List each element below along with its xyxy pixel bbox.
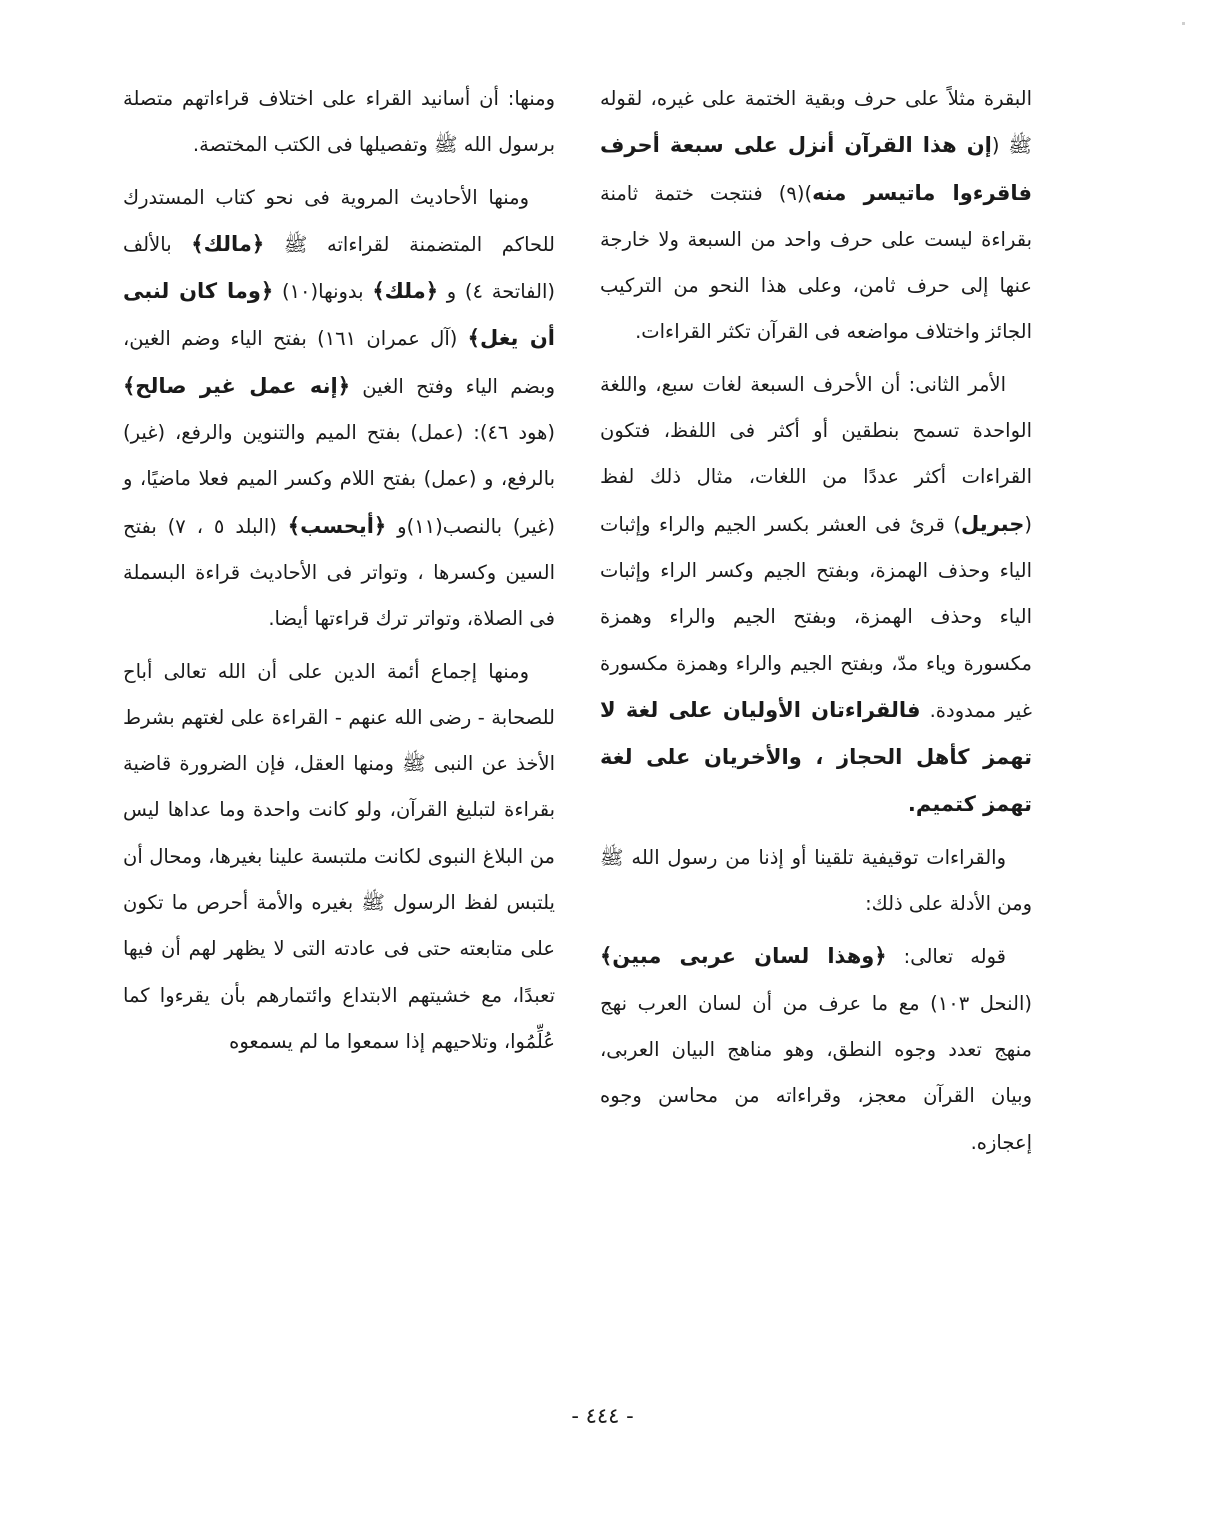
right-paragraph-3: والقراءات توقيفية تلقينا أو إذنا من رسول الله ﷺ ومن الأدلة على ذلك: (600, 845, 1032, 916)
right-column (600, 76, 1032, 1166)
right-paragraph-1: البقرة مثلاً على حرف وبقية الختمة على غيره، لقوله ﷺ (إن هذا القرآن أنزل على سبعة أحرف فاقرءوا ماتيسر منه)(٩) فنتجت ختمة ثامنة بقراءة ليست على حرف واحد من السبعة ولا خارجة عنها إلى حرف ثامن، وعلى هذا النحو من التركيب الجائز واختلاف مواضعه فى القرآن تكثر القراءات. (600, 87, 1032, 344)
quran-word-ayahsab: ﴿أيحسب﴾ (287, 513, 387, 538)
quran-verse: ﴿وهذا لسان عربى مبين﴾ (600, 944, 887, 969)
page-number: - ٤٤٤ - (571, 1404, 634, 1428)
left-column (123, 76, 555, 1065)
quran-word-malik: ﴿مالك﴾ (191, 231, 265, 256)
right-paragraph-4: قوله تعالى: ﴿وهذا لسان عربى مبين﴾ (النحل ١٠٣) مع ما عرف من أن لسان العرب نهج منهج تعدد وجوه النطق، وهو مناهج البيان العربى، وبيان القرآن معجز، وقراءاته من محاسن وجوه إعجازه. (600, 944, 1032, 1154)
hadith-quote: إن هذا القرآن أنزل على سبعة أحرف فاقرءوا ماتيسر منه (600, 133, 1032, 205)
left-paragraph-1: ومنها: أن أسانيد القراء على اختلاف قراءاتهم متصلة برسول الله ﷺ وتفصيلها فى الكتب المختصة. (123, 87, 555, 157)
left-paragraph-3: ومنها إجماع أئمة الدين على أن الله تعالى أباح للصحابة - رضى الله عنهم - القراءة على لغتهم بشرط الأخذ عن النبى ﷺ ومنها العقل، فإن الضرورة قاضية بقراءة لتبليغ القرآن، ولو كانت واحدة وما عداها ليس من البلاغ النبوى لكانت ملتبسة علينا بغيرها، ومحال أن يلتبس لفظ الرسول ﷺ بغيره والأمة أحرص ما تكون على متابعته حتى فى عادته التى لا يظهر لهم أن فيها تعبدًا، مع خشيتهم الابتداع وائتمارهم بأن يقرءوا كما عُلِّمُوا، وتلاحيهم إذا سمعوا ما لم يسمعوه (123, 659, 555, 1053)
left-paragraph-2: ومنها الأحاديث المروية فى نحو كتاب المستدرك للحاكم المتضمنة لقراءاته ﷺ ﴿مالك﴾ بالألف (الفاتحة ٤) و ﴿ملك﴾ بدونها(١٠) ﴿وما كان لنبى أن يغل﴾ (آل عمران ١٦١) بفتح الياء وضم الغين، وبضم الياء وفتح الغين ﴿إنه عمل غير صالح﴾ (هود ٤٦): (عمل) بفتح الميم والتنوين والرفع، (غير) بالرفع، و (عمل) بفتح اللام وكسر الميم فعلا ماضيًا، و (غير) بالنصب(١١)و ﴿أيحسب﴾ (البلد ٥ ، ٧) بفتح السين وكسرها ، وتواتر فى الأحاديث قراءة البسملة فى الصلاة، وتواتر ترك قراءتها أيضا. (123, 185, 556, 631)
right-paragraph-2: الأمر الثانى: أن الأحرف السبعة لغات سبع، واللغة الواحدة تسمح بنطقين أو أكثر فى اللفظ، فتكون القراءات أكثر عددًا من اللغات، مثال ذلك لفظ (جبريل) قرئ فى العشر بكسر الجيم والراء وإثبات الياء وحذف الهمزة، وبفتح الجيم وكسر الراء وإثبات الياء وحذف الهمزة، وبفتح الجيم والراء وهمزة مكسورة وياء مدّ، وبفتح الجيم والراء وهمزة مكسورة غير ممدودة. فالقراءتان الأوليان على لغة لا تهمز كأهل الحجاز ، والأخريان على لغة تهمز كتميم. (600, 372, 1032, 817)
word-jibril: جبريل (960, 511, 1025, 536)
scan-dot (1182, 22, 1185, 25)
bold-conclusion: فالقراءتان الأوليان على لغة لا تهمز كأهل الحجاز ، والأخريان على لغة تهمز كتميم. (600, 697, 1032, 817)
quran-word-malk: ﴿ملك﴾ (372, 279, 439, 304)
quran-verse-yaghul: ﴿وما كان لنبى أن يغل﴾ (123, 279, 555, 351)
quran-verse-amal: ﴿إنه عمل غير صالح﴾ (123, 373, 351, 398)
